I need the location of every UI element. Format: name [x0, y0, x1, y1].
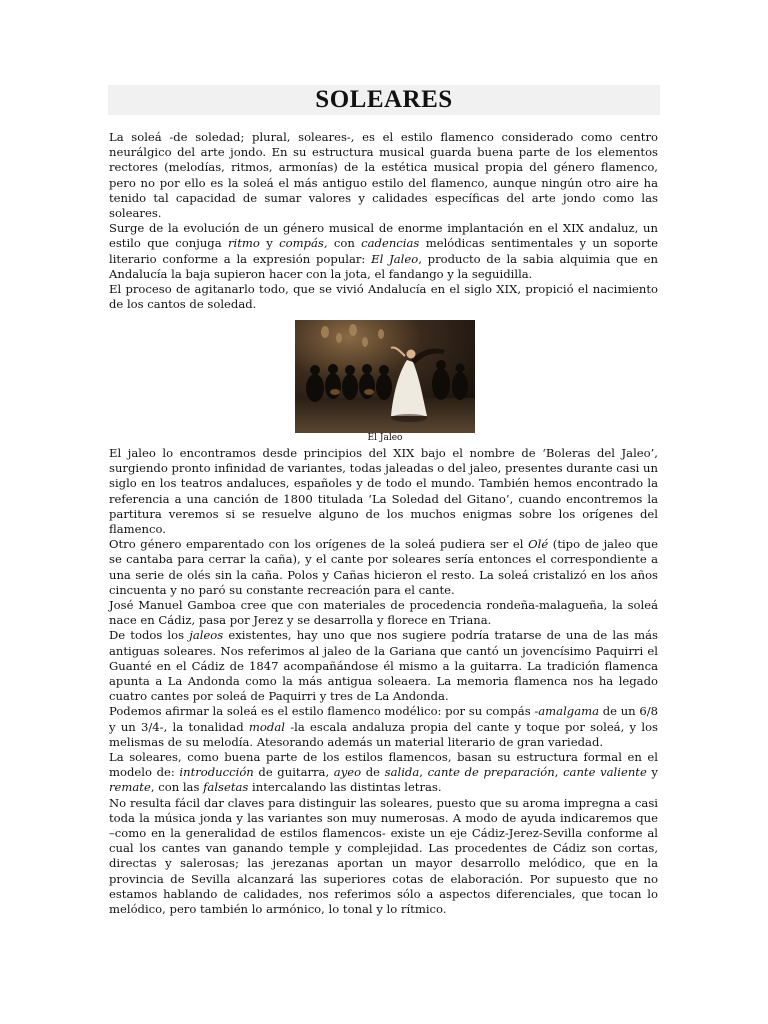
italic-term: salida: [384, 765, 420, 780]
paragraph: [109, 446, 658, 537]
paragraph: [109, 796, 658, 918]
italic-term: modal: [248, 719, 285, 734]
text-run: , producto de la sabia alquimia que en Andalucía la baja supieron hacer con la jota, el fandango y la seguidilla.: [109, 251, 658, 281]
italic-term: falsetas: [203, 780, 249, 795]
text-run: No resulta fácil dar claves para distinguir las soleares, puesto que su aroma impregna a casi toda la música jonda y las variantes son muy numerosas. A modo de ayuda indicaremos que –como en la generalidad de estilos flamencos- existe un eje Cádiz-Jerez-Sevilla conforme al cual los cantes van ganando temple y complejidad. Las procedentes de Cádiz son cortas, directas y salerosas; las jerezanas aportan un mayor desarrollo melódico, que en la provincia de Sevilla alcanzará las superiores cotas de elaboración. Por supuesto que no estamos hablando de calidades, nos referimos sólo a aspectos diferenciales, que tocan lo melódico, pero también lo armónico, lo tonal y lo rítmico.: [109, 795, 658, 917]
text-run: de guitarra,: [253, 765, 334, 780]
el-jaleo-painting: [295, 320, 475, 433]
text-run: existentes, hay uno que nos sugiere podría tratarse de una de las más antiguas soleares. Nos referimos al jaleo de la Gariana que cantó un jovencísimo Paquirri el Guanté en el Cádiz de 1847 acompañándose él mismo a la guitarra. La tradición flamenca apunta a La Andonda como la más antigua soleaera. La memoria flamenca nos ha legado cuatro cantes por soleá de Paquirri y tres de La Andonda.: [109, 628, 658, 704]
italic-term: amalgama: [538, 704, 600, 719]
text-run: -la escala andaluza propia del cante y toque por soleá, y los melismas de su melodía. Atesorando además un material literario de gran variedad.: [109, 719, 659, 749]
paragraph: [109, 130, 658, 221]
paragraph: [109, 537, 658, 598]
paragraph: [109, 704, 658, 750]
text-run: ,: [419, 765, 428, 780]
text-run: con: [327, 236, 362, 251]
text-run: de un 6/8 y un 3/4-, la tonalidad: [109, 704, 658, 734]
text-run: de: [361, 765, 385, 780]
paragraph: [109, 750, 658, 796]
text-run: y: [646, 765, 658, 780]
text-run: La soleares, como buena parte de los estilos flamencos, basan su estructura formal en el modelo de:: [109, 750, 658, 780]
text-run: , con las: [150, 780, 204, 795]
italic-term: cante valiente: [563, 765, 647, 780]
italic-term: El Jaleo: [371, 251, 419, 266]
text-run: El proceso de agitanarlo todo, que se vivió Andalucía en el siglo XIX, propició el nacimiento de los cantos de soledad.: [109, 282, 658, 312]
text-run: (tipo de jaleo que se cantaba para cerrar la caña), y el cante por soleares sería entonces el correspondiente a una serie de olés sin la caña. Polos y Cañas hicieron el resto. La soleá cristalizó en los años cincuenta y no paró su constante recreación para el cante.: [109, 537, 659, 597]
italic-term: jaleos: [189, 628, 224, 643]
italic-term: cadencias: [361, 236, 420, 251]
italic-term: ritmo: [227, 236, 260, 251]
title-banner: [108, 85, 660, 115]
paragraph: [109, 282, 658, 312]
text-run: Podemos afirmar la soleá es el estilo flamenco modélico: por su compás -: [109, 704, 539, 719]
italic-term: cante de preparación: [427, 765, 555, 780]
text-run: melódicas sentimentales y un soporte literario conforme a la expresión popular:: [109, 236, 659, 266]
paragraph: [109, 628, 658, 704]
italic-term: introducción: [179, 765, 254, 780]
italic-term: ayeo: [333, 765, 362, 780]
italic-term: remate: [109, 780, 151, 795]
text-run: y: [259, 236, 280, 251]
document-title: SOLEARES: [315, 86, 453, 113]
text-run: De todos los: [109, 628, 190, 643]
text-run: Otro género emparentado con los orígenes de la soleá pudiera ser el: [109, 537, 529, 552]
text-run: José Manuel Gamboa cree que con materiales de procedencia rondeña-malagueña, la soleá nace en Cádiz, pasa por Jerez y se desarrolla y florece en Triana.: [109, 598, 658, 628]
paragraph: [109, 598, 658, 628]
intro-text-block: [109, 130, 658, 312]
figure-caption: El Jaleo: [367, 433, 403, 443]
main-text-block: [109, 446, 658, 917]
paragraph: [109, 221, 658, 282]
text-run: intercalando las distintas letras.: [248, 780, 442, 795]
text-run: El jaleo lo encontramos desde principios del XIX bajo el nombre de ‘Boleras del Jaleo’, surgiendo pronto infinidad de variantes, todas jaleadas o del jaleo, presentes durante casi un siglo en los teatros andaluces, españoles y de todo el mundo. También hemos encontrado la referencia a una canción de 1800 titulada ‘La Soledad del Gitano’, cuando encontremos la partitura veremos si se resuelve alguno de los muchos enigmas sobre los orígenes del flamenco.: [109, 446, 658, 537]
text-run: Surge de la evolución de un género musical de enorme implantación en el XIX andaluz, un estilo que conjuga: [109, 221, 658, 251]
italic-term: Olé: [528, 537, 549, 552]
italic-term: compás,: [279, 236, 328, 251]
text-run: ,: [554, 765, 564, 780]
text-run: La soleá -de soledad; plural, soleares-, es el estilo flamenco considerado como centro neurálgico del arte jondo. En su estructura musical guarda buena parte de los elementos rectores (melodías, ritmos, armonías) de la estética musical propia del género flamenco, pero no por ello es la soleá el más antiguo estilo del flamenco, aunque ningún otro aire ha tenido tal capacidad de sumar valores y calidades específicas del arte jondo como las soleares.: [109, 130, 658, 221]
